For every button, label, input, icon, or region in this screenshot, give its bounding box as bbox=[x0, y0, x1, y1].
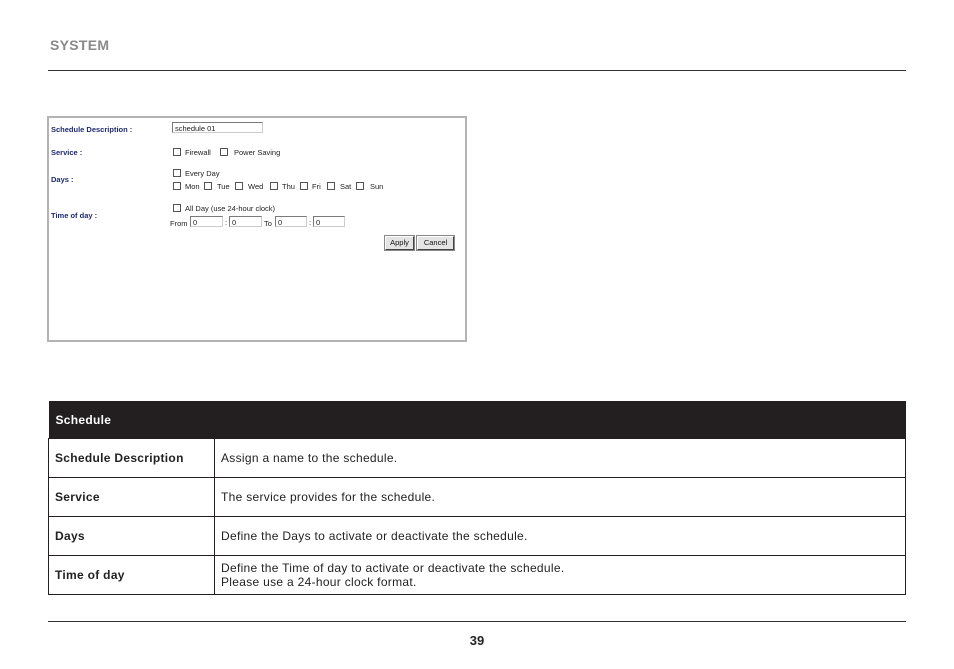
fri-label: Fri bbox=[312, 182, 321, 191]
days-label: Days : bbox=[51, 175, 74, 184]
term-cell: Service bbox=[49, 478, 215, 517]
table-row bbox=[49, 478, 906, 517]
table-row bbox=[49, 556, 906, 595]
from-hour-input[interactable]: 0 bbox=[190, 216, 223, 227]
definition-line: Please use a 24-hour clock format. bbox=[221, 575, 417, 589]
definition-cell bbox=[215, 517, 906, 556]
wed-label: Wed bbox=[248, 182, 264, 191]
sat-label: Sat bbox=[340, 182, 352, 191]
definition-line: Define the Time of day to activate or deactivate the schedule. bbox=[221, 561, 565, 575]
table-header: Schedule bbox=[49, 401, 906, 439]
to-minute-input[interactable]: 0 bbox=[313, 216, 345, 227]
from-separator: : bbox=[225, 218, 228, 227]
time-label: Time of day : bbox=[51, 211, 98, 220]
firewall-checkbox[interactable] bbox=[173, 148, 181, 156]
table-row bbox=[49, 439, 906, 478]
table-row bbox=[49, 517, 906, 556]
to-separator: : bbox=[309, 218, 312, 227]
thu-label: Thu bbox=[282, 182, 295, 191]
definition-cell bbox=[215, 439, 906, 478]
schedule-table bbox=[48, 401, 906, 595]
apply-button[interactable]: Apply bbox=[385, 236, 414, 250]
every-day-label: Every Day bbox=[185, 169, 220, 178]
definition-line: Assign a name to the schedule. bbox=[221, 451, 398, 465]
all-day-label: All Day (use 24-hour clock) bbox=[185, 204, 276, 213]
from-minute-input[interactable]: 0 bbox=[229, 216, 262, 227]
mon-label: Mon bbox=[185, 182, 200, 191]
sat-checkbox[interactable] bbox=[327, 182, 335, 190]
to-hour-input[interactable]: 0 bbox=[275, 216, 307, 227]
fri-checkbox[interactable] bbox=[300, 182, 308, 190]
page-number: 39 bbox=[469, 633, 485, 648]
section-title: SYSTEM bbox=[50, 37, 110, 53]
power-saving-checkbox[interactable] bbox=[220, 148, 228, 156]
from-label: From bbox=[170, 219, 188, 228]
term-cell: Days bbox=[49, 517, 215, 556]
mon-checkbox[interactable] bbox=[173, 182, 181, 190]
tue-checkbox[interactable] bbox=[204, 182, 212, 190]
tue-label: Tue bbox=[217, 182, 230, 191]
to-label: To bbox=[264, 219, 272, 228]
definition-line: The service provides for the schedule. bbox=[221, 490, 436, 504]
bottom-divider bbox=[48, 621, 906, 622]
every-day-checkbox[interactable] bbox=[173, 169, 181, 177]
sun-checkbox[interactable] bbox=[356, 182, 364, 190]
wed-checkbox[interactable] bbox=[235, 182, 243, 190]
all-day-checkbox[interactable] bbox=[173, 204, 181, 212]
cancel-button[interactable]: Cancel bbox=[417, 236, 454, 250]
definition-line: Define the Days to activate or deactivate the schedule. bbox=[221, 529, 528, 543]
term-cell: Time of day bbox=[49, 556, 215, 595]
firewall-label: Firewall bbox=[185, 148, 211, 157]
top-divider bbox=[48, 70, 906, 71]
thu-checkbox[interactable] bbox=[270, 182, 278, 190]
definition-cell bbox=[215, 556, 906, 595]
term-cell: Schedule Description bbox=[49, 439, 215, 478]
power-saving-label: Power Saving bbox=[234, 148, 281, 157]
description-input[interactable]: schedule 01 bbox=[172, 122, 263, 133]
definition-cell bbox=[215, 478, 906, 517]
schedule-screenshot bbox=[47, 116, 467, 342]
description-label: Schedule Description : bbox=[51, 125, 133, 134]
service-label: Service : bbox=[51, 148, 83, 157]
sun-label: Sun bbox=[370, 182, 384, 191]
